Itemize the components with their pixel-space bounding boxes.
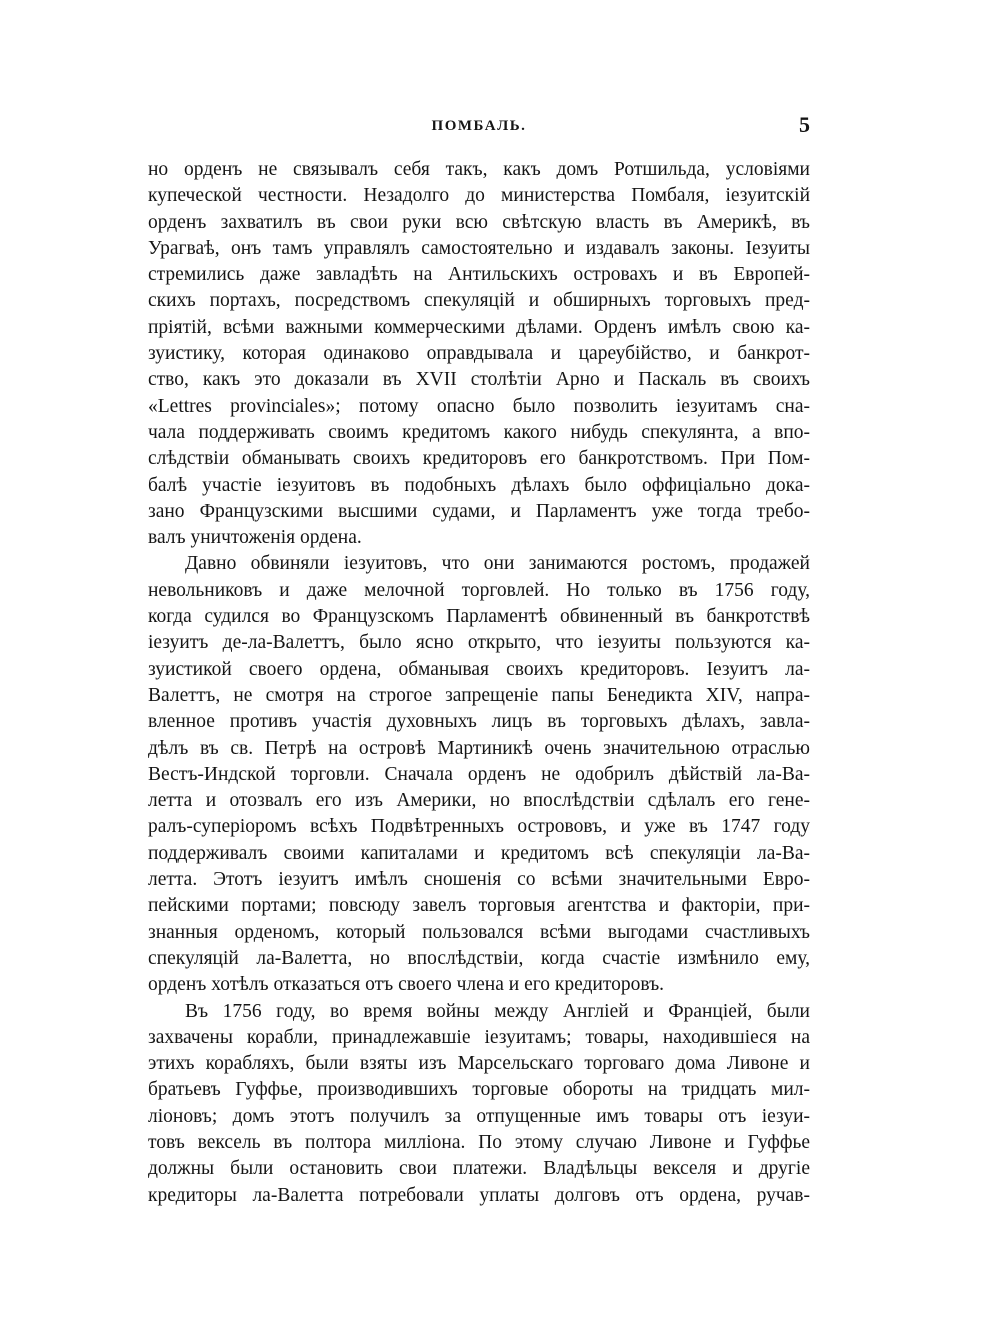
text-line: пейскими портами; повсюду завелъ торговыя агентства и факторіи, при- xyxy=(148,895,810,917)
text-line: «Lettres provinciales»; потому опасно было позволить іезуитамъ сна- xyxy=(148,395,810,417)
text-line: чала поддерживать своимъ кредитомъ какого нибудь спекулянта, а впо- xyxy=(148,421,810,443)
text-line: невольниковъ и даже мелочной торговлей. Но только въ 1756 году, xyxy=(148,579,810,601)
paragraph-3 xyxy=(148,999,810,1209)
text-line: Урагваѣ, онъ тамъ управлялъ самостоятельно и издавалъ законы. Іезуиты xyxy=(148,237,810,259)
text-line: кредиторы ла-Валетта потребовали уплаты долговъ отъ ордена, ручав- xyxy=(148,1184,810,1206)
text-line: зуистику, которая одинаково оправдывала и цареубійство, и банкрот- xyxy=(148,343,810,365)
text-line: братьевъ Гуффье, производившихъ торговые обороты на тридцать мил- xyxy=(148,1079,810,1101)
text-line: зуистикой своего ордена, обманывая своихъ кредиторовъ. Іезуитъ ла- xyxy=(148,658,810,680)
text-line: балѣ участіе іезуитовъ въ подобныхъ дѣлахъ было оффиціально дока- xyxy=(148,474,810,496)
text-line: ліоновъ; домъ этотъ получилъ за отпущенные имъ товары отъ іезуи- xyxy=(148,1105,810,1127)
text-line: ство, какъ это доказали въ XVII столѣтіи Арно и Паскаль въ своихъ xyxy=(148,369,810,391)
text-line: стремились даже завладѣть на Антильскихъ островахъ и въ Европей- xyxy=(148,264,810,286)
text-line: но орденъ не связывалъ себя такъ, какъ домъ Ротшильда, условіями xyxy=(148,159,810,180)
page-header xyxy=(148,112,810,142)
text-line: валъ уничтоженія ордена. xyxy=(148,527,362,549)
paragraph-2 xyxy=(148,551,810,998)
page-number: 5 xyxy=(799,112,810,137)
text-line: Вестъ-Индской торговли. Сначала орденъ не одобрилъ дѣйствій ла-Ва- xyxy=(148,763,810,785)
text-line: когда судился во Французскомъ Парламентѣ обвиненный въ банкротствѣ xyxy=(148,606,810,628)
body-text xyxy=(148,157,810,1209)
text-line: пріятій, всѣми важными коммерческими дѣлами. Орденъ имѣлъ свою ка- xyxy=(148,316,810,338)
text-line: спекуляцій ла-Валетта, но впослѣдствіи, когда счастіе измѣнило ему, xyxy=(148,947,810,969)
paragraph-1 xyxy=(148,157,810,551)
text-line: слѣдствіи обманывать своихъ кредиторовъ его банкротствомъ. При Пом- xyxy=(148,448,810,470)
text-line: захвачены корабли, принадлежавшіе іезуитамъ; товары, находившіеся на xyxy=(148,1026,810,1048)
text-line: поддерживалъ своими капиталами и кредитомъ всѣ спекуляціи ла-Ва- xyxy=(148,842,810,864)
text-line: орденъ захватилъ въ свои руки всю свѣтскую власть въ Америкѣ, въ xyxy=(148,211,810,233)
text-line: Въ 1756 году, во время войны между Англіей и Франціей, были xyxy=(185,1000,810,1022)
text-line: ралъ-суперіоромъ всѣхъ Подвѣтренныхъ острововъ, и уже въ 1747 году xyxy=(148,816,810,838)
text-line: зано Французскими высшими судами, и Парламентъ уже тогда требо- xyxy=(148,500,810,522)
text-line: знанныя орденомъ, который пользовался всѣми выгодами счастливыхъ xyxy=(148,921,810,943)
text-line: летта. Этотъ іезуитъ имѣлъ сношенія со всѣми значительными Евро- xyxy=(148,869,810,891)
text-line: скихъ портахъ, посредствомъ спекуляцій и обширныхъ торговыхъ пред- xyxy=(148,290,810,312)
text-line: купеческой честности. Незадолго до министерства Помбаля, іезуитскій xyxy=(148,185,810,207)
text-line: Валеттъ, не смотря на строгое запрещеніе папы Бенедикта XIV, напра- xyxy=(148,684,810,706)
text-line: іезуитъ де-ла-Валеттъ, было ясно открыто, что іезуиты пользуются ка- xyxy=(148,632,810,654)
text-line: дѣлъ въ св. Петрѣ на островѣ Мартиникѣ очень значительною отраслью xyxy=(148,737,810,759)
text-line: орденъ хотѣлъ отказаться отъ своего члена и его кредиторовъ. xyxy=(148,974,665,996)
running-title: ПОМБАЛЬ. xyxy=(431,118,527,134)
text-line: должны были остановить свои платежи. Владѣльцы векселя и другіе xyxy=(148,1158,810,1180)
text-line: товъ вексель въ полтора милліона. По этому случаю Ливоне и Гуффье xyxy=(148,1131,810,1153)
text-line: летта и отозвалъ его изъ Америки, но впослѣдствіи сдѣлалъ его гене- xyxy=(148,790,810,812)
text-line: вленное противъ участія духовныхъ лицъ въ торговыхъ дѣлахъ, завла- xyxy=(148,711,810,733)
text-line: Давно обвиняли іезуитовъ, что они занимаются ростомъ, продажей xyxy=(185,553,810,575)
text-line: этихъ корабляхъ, были взяты изъ Марсельскаго торговаго дома Ливоне и xyxy=(148,1053,810,1075)
